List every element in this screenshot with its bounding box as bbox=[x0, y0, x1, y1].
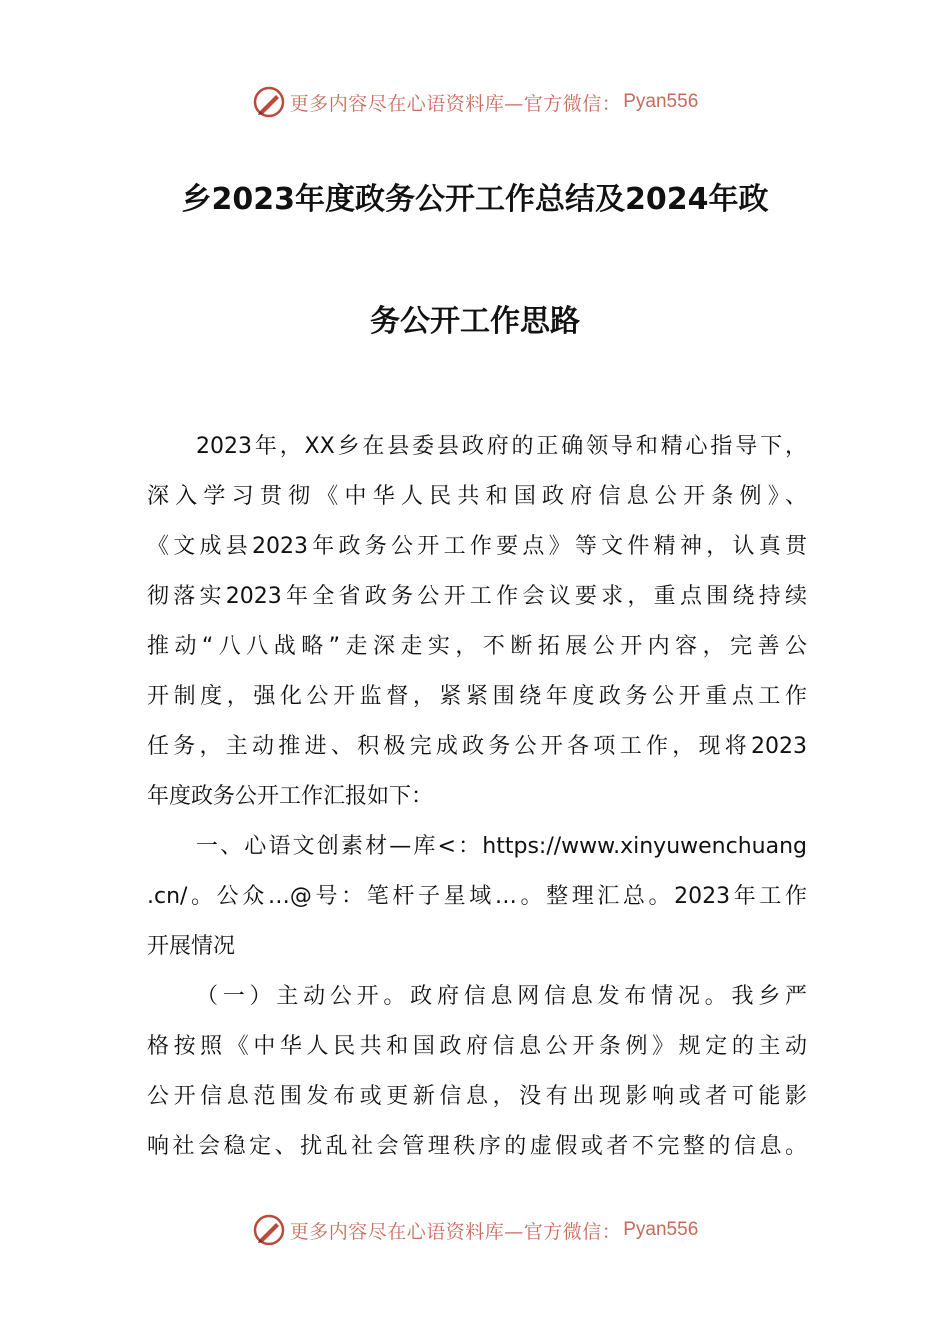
watermark-text: 更多内容尽在心语资料库—官方微信： bbox=[289, 92, 622, 115]
header-watermark bbox=[0, 82, 950, 122]
section-heading-line: 开展情况 bbox=[147, 934, 236, 959]
pen-logo-icon bbox=[252, 1213, 286, 1247]
paragraph-line: 格按照《中华人民共和国政府信息公开条例》规定的主动 bbox=[147, 1034, 807, 1059]
watermark-wechat-id: Pyan556 bbox=[623, 1219, 699, 1240]
paragraph-line: 开制度，强化公开监督，紧紧围绕年度政务公开重点工作 bbox=[147, 684, 807, 709]
document-title-line-2: 务公开工作思路 bbox=[370, 304, 580, 339]
watermark-text: 更多内容尽在心语资料库—官方微信： bbox=[289, 1220, 622, 1243]
paragraph-line: 2023年，XX乡在县委县政府的正确领导和精心指导下， bbox=[196, 434, 807, 459]
paragraph-line: 公开信息范围发布或更新信息，没有出现影响或者可能影 bbox=[147, 1084, 807, 1109]
paragraph-line: 年度政务公开工作汇报如下： bbox=[147, 784, 434, 809]
pen-logo-icon bbox=[252, 85, 286, 119]
paragraph-line: 《文成县2023年政务公开工作要点》等文件精神，认真贯 bbox=[147, 534, 807, 559]
paragraph-line: 彻落实2023年全省政务公开工作会议要求，重点围绕持续 bbox=[147, 584, 807, 609]
document-title-line-1: 乡2023年度政务公开工作总结及2024年政 bbox=[181, 182, 769, 217]
paragraph-line: 任务，主动推进、积极完成政务公开各项工作，现将2023 bbox=[147, 734, 807, 759]
section-heading-line: 一、心语文创素材—库<：https://www.xinyuwenchuang bbox=[196, 834, 807, 859]
footer-watermark bbox=[0, 1210, 950, 1250]
section-heading-line: .cn/。公众…@号：笔杆子星域…。整理汇总。2023年工作 bbox=[147, 884, 807, 909]
paragraph-line: 推动“八八战略”走深走实，不断拓展公开内容，完善公 bbox=[147, 634, 807, 659]
watermark-wechat-id: Pyan556 bbox=[623, 91, 699, 112]
paragraph-line: （一）主动公开。政府信息网信息发布情况。我乡严 bbox=[196, 984, 807, 1009]
paragraph-line: 深入学习贯彻《中华人民共和国政府信息公开条例》、 bbox=[147, 484, 807, 509]
paragraph-line: 响社会稳定、扰乱社会管理秩序的虚假或者不完整的信息。 bbox=[147, 1134, 807, 1159]
